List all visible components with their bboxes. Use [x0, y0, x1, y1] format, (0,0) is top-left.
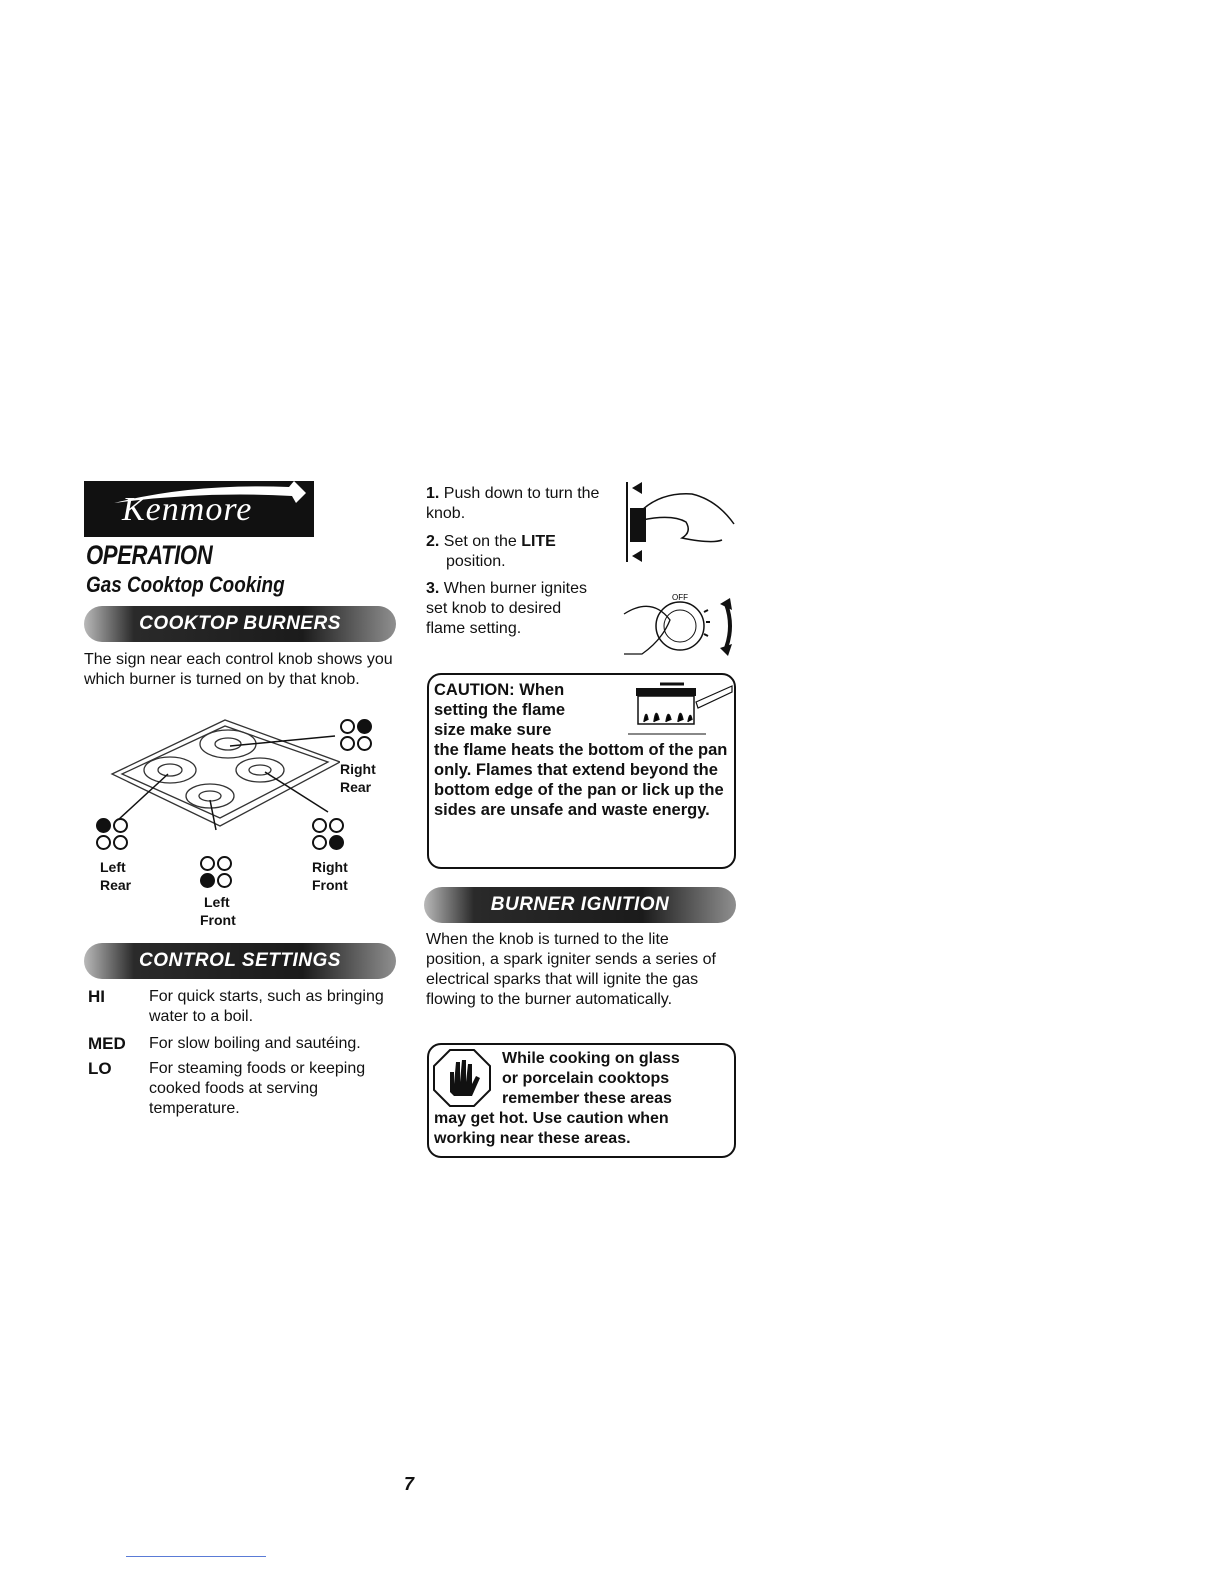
- control-settings-banner: CONTROL SETTINGS: [84, 943, 396, 979]
- label-left-front: Left Front: [200, 894, 236, 928]
- knob-dot-icon: [113, 818, 128, 833]
- burners-description: The sign near each control knob shows you which burner is turned on by that knob.: [84, 651, 393, 688]
- knob-dot-icon: [312, 818, 327, 833]
- burner-ignition-banner: BURNER IGNITION: [424, 887, 736, 923]
- setting-key-lo: LO: [88, 1059, 112, 1078]
- push-knob-illustration-icon: [622, 480, 737, 565]
- label-right-rear: Right Rear: [340, 761, 376, 795]
- caution-text: CAUTION: When setting the flame size make sure the flame heats the bottom of the pan only. Flames that extend beyond the bottom edge of the pan or lick up the sides are unsafe and waste energy.: [434, 681, 728, 819]
- knob-dot-icon: [217, 873, 232, 888]
- knob-dot-icon: [217, 856, 232, 871]
- cooktop-diagram-icon: [100, 712, 340, 832]
- knob-dot-icon: [312, 835, 327, 850]
- setting-desc-med: For slow boiling and sautéing.: [149, 1035, 361, 1052]
- ignition-description: When the knob is turned to the lite position, a spark igniter sends a series of electrical sparks that will ignite the gas flowing to the burner automatically.: [426, 931, 716, 1008]
- setting-key-hi: HI: [88, 987, 105, 1006]
- knob-dot-icon: [329, 835, 344, 850]
- hot-surface-warning-text: While cooking on glass or porcelain cooktops remember these areas may get hot. Use caution when working near these areas.: [434, 1050, 680, 1147]
- label-left-rear: Left Rear: [100, 859, 132, 893]
- label-right-front: Right Front: [312, 859, 348, 893]
- indicator-right-front: [312, 818, 346, 852]
- knob-dot-icon: [340, 719, 355, 734]
- section-title: OPERATION: [86, 540, 213, 570]
- kenmore-logo: [84, 481, 314, 537]
- cooktop-burners-banner: COOKTOP BURNERS: [84, 606, 396, 642]
- knob-dot-icon: [96, 818, 111, 833]
- logo-text: Kenmore: [122, 491, 253, 528]
- section-subtitle: Gas Cooktop Cooking: [86, 572, 285, 597]
- knob-dot-icon: [357, 736, 372, 751]
- knob-dot-icon: [200, 856, 215, 871]
- setting-desc-lo: For steaming foods or keeping cooked foods at serving temperature.: [149, 1060, 366, 1117]
- setting-key-med: MED: [88, 1034, 126, 1053]
- knob-dot-icon: [357, 719, 372, 734]
- setting-desc-hi: For quick starts, such as bringing water to a boil.: [149, 988, 384, 1025]
- indicator-left-rear: [96, 818, 130, 852]
- knob-dot-icon: [113, 835, 128, 850]
- step-2: 2. Set on the LITE position.: [426, 533, 556, 570]
- indicator-right-rear: [340, 719, 374, 753]
- pan-flame-icon: [626, 678, 734, 738]
- turn-knob-illustration-icon: [622, 590, 737, 660]
- knob-dot-icon: [329, 818, 344, 833]
- footer-rule: [126, 1556, 266, 1557]
- knob-off-label: OFF: [672, 593, 688, 602]
- step-1: 1. Push down to turn the knob.: [426, 485, 600, 522]
- knob-dot-icon: [340, 736, 355, 751]
- step-3: 3. When burner ignites set knob to desired flame setting.: [426, 580, 587, 637]
- knob-dot-icon: [96, 835, 111, 850]
- page-number: 7: [404, 1474, 415, 1494]
- indicator-left-front: [200, 856, 234, 890]
- knob-dot-icon: [200, 873, 215, 888]
